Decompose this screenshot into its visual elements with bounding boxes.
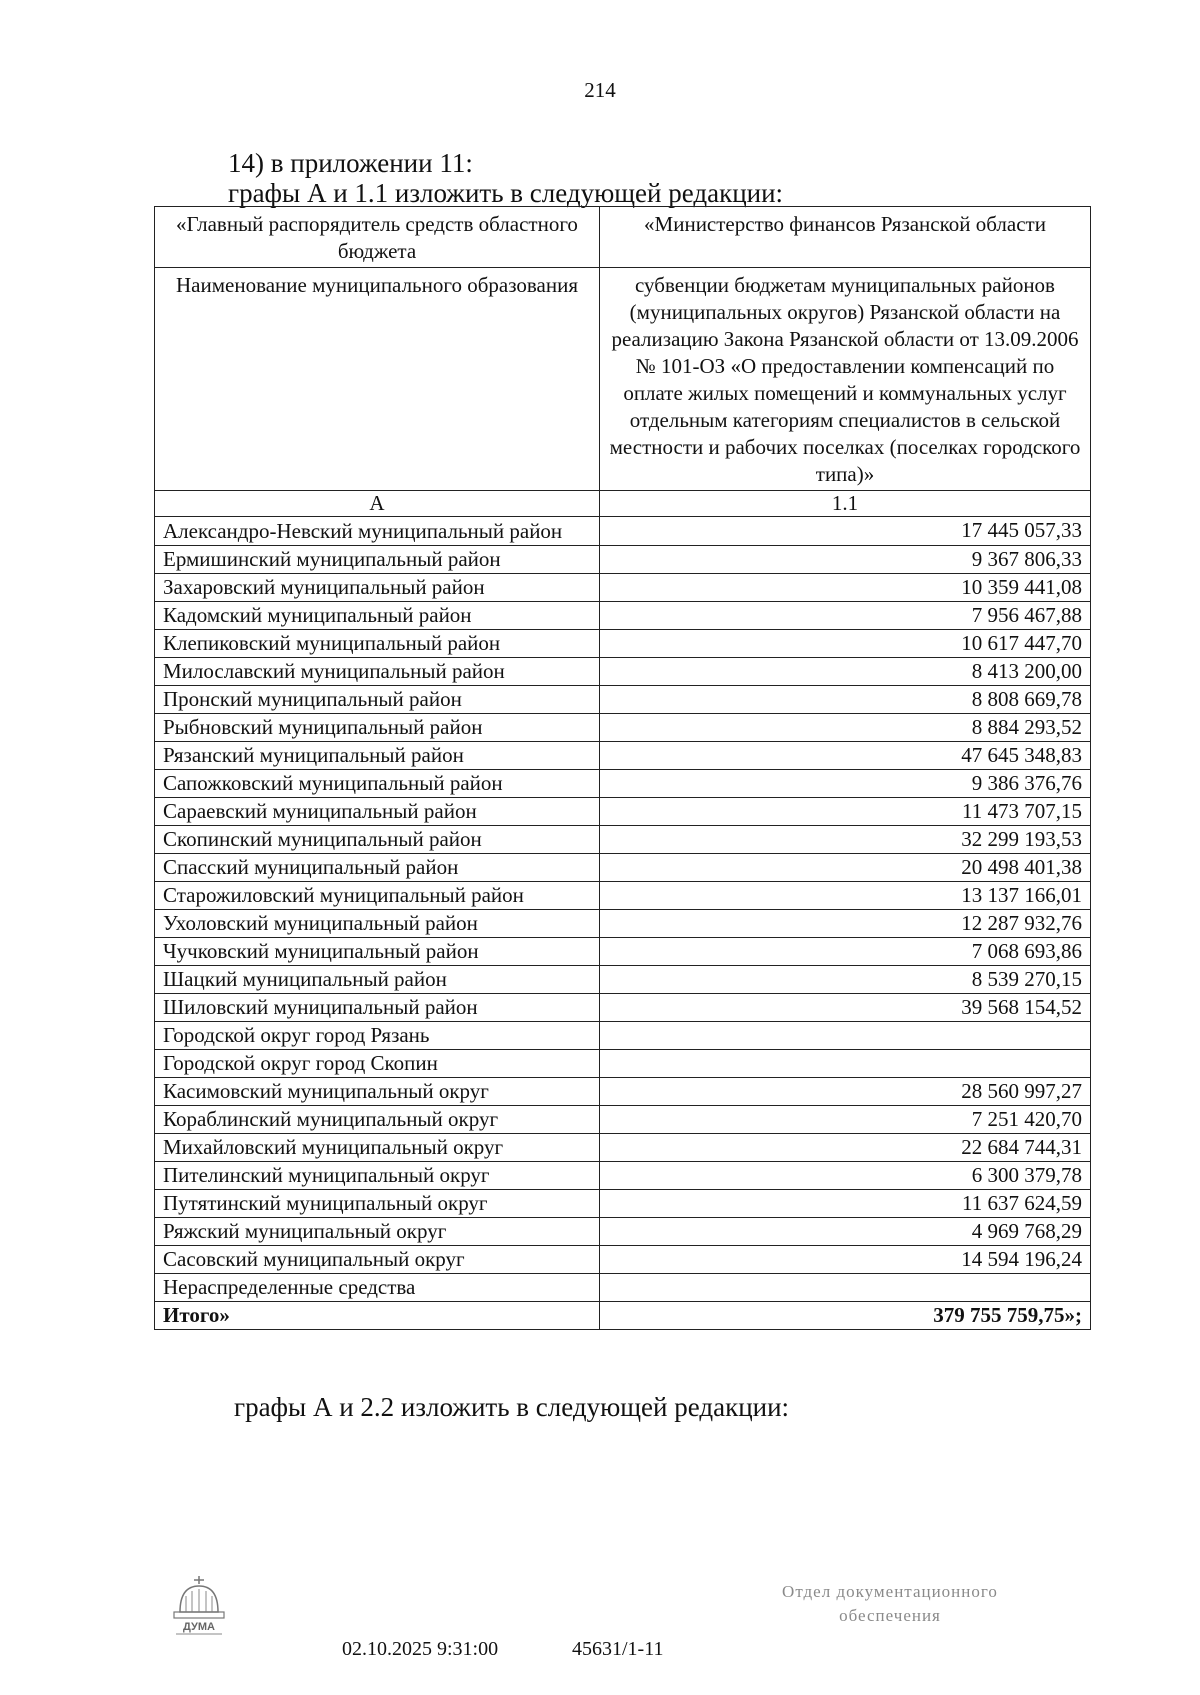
subvention-amount: 4 969 768,29 <box>600 1218 1091 1246</box>
subvention-amount: 11 637 624,59 <box>600 1190 1091 1218</box>
table-row <box>155 574 1091 602</box>
subvention-table <box>154 206 1091 1330</box>
column-letter-row <box>155 491 1091 517</box>
municipality-name: Путятинский муниципальный округ <box>155 1190 600 1218</box>
subvention-amount: 32 299 193,53 <box>600 826 1091 854</box>
municipality-name: Старожиловский муниципальный район <box>155 882 600 910</box>
column-letter-a: А <box>155 491 600 517</box>
column-letter-b: 1.1 <box>600 491 1091 517</box>
subvention-amount: 39 568 154,52 <box>600 994 1091 1022</box>
table-row <box>155 1106 1091 1134</box>
subvention-amount: 8 808 669,78 <box>600 686 1091 714</box>
municipality-name: Городской округ город Скопин <box>155 1050 600 1078</box>
table-row <box>155 630 1091 658</box>
table-row <box>155 994 1091 1022</box>
next-amendment-instruction: графы А и 2.2 изложить в следующей редакции: <box>234 1392 790 1422</box>
subvention-amount: 12 287 932,76 <box>600 910 1091 938</box>
municipality-name: Сараевский муниципальный район <box>155 798 600 826</box>
subvention-amount: 47 645 348,83 <box>600 742 1091 770</box>
table-row <box>155 714 1091 742</box>
municipality-name: Спасский муниципальный район <box>155 854 600 882</box>
municipality-name: Ермишинский муниципальный район <box>155 546 600 574</box>
municipality-name: Рязанский муниципальный район <box>155 742 600 770</box>
subvention-amount <box>600 1050 1091 1078</box>
subvention-amount: 11 473 707,15 <box>600 798 1091 826</box>
header-administrator-label: «Главный распорядитель средств областного бюджета <box>155 207 600 268</box>
subvention-amount: 7 251 420,70 <box>600 1106 1091 1134</box>
subvention-amount: 7 068 693,86 <box>600 938 1091 966</box>
amendment-item-title: 14) в приложении 11: <box>228 148 473 178</box>
header-row-administrator <box>155 207 1091 268</box>
table-row <box>155 686 1091 714</box>
registration-date: 02.10.2025 9:31:00 <box>342 1638 499 1660</box>
table-row <box>155 658 1091 686</box>
subvention-amount: 22 684 744,31 <box>600 1134 1091 1162</box>
registration-number: 45631/1-11 <box>572 1638 664 1660</box>
total-label: Итого» <box>155 1302 600 1330</box>
municipality-name: Кораблинский муниципальный округ <box>155 1106 600 1134</box>
municipality-name: Касимовский муниципальный округ <box>155 1078 600 1106</box>
stamp-line-1: Отдел документационного <box>782 1582 998 1601</box>
municipality-name: Шацкий муниципальный район <box>155 966 600 994</box>
municipality-name: Рыбновский муниципальный район <box>155 714 600 742</box>
municipality-name: Ухоловский муниципальный район <box>155 910 600 938</box>
header-row-purpose <box>155 268 1091 491</box>
table-row <box>155 882 1091 910</box>
table-row <box>155 1162 1091 1190</box>
municipality-name: Захаровский муниципальный район <box>155 574 600 602</box>
municipality-name: Пронский муниципальный район <box>155 686 600 714</box>
subvention-amount: 13 137 166,01 <box>600 882 1091 910</box>
table-row <box>155 1218 1091 1246</box>
table-row <box>155 770 1091 798</box>
municipality-name: Городской округ город Рязань <box>155 1022 600 1050</box>
subvention-amount: 10 617 447,70 <box>600 630 1091 658</box>
table-row <box>155 966 1091 994</box>
municipality-name: Александро-Невский муниципальный район <box>155 517 600 546</box>
municipality-name: Скопинский муниципальный район <box>155 826 600 854</box>
header-subvention-purpose: субвенции бюджетам муниципальных районов (муниципальных округов) Рязанской области на реализацию Закона Рязанской области от 13.09.2006 № 101-ОЗ «О предоставлении компенсаций по оплате жилых помещений и коммунальных услуг отдельным категориям специалистов в сельской местности и рабочих поселках (поселках городского типа)» <box>600 268 1091 491</box>
municipality-name: Чучковский муниципальный район <box>155 938 600 966</box>
subvention-amount: 8 884 293,52 <box>600 714 1091 742</box>
table-row <box>155 1022 1091 1050</box>
municipality-name: Шиловский муниципальный район <box>155 994 600 1022</box>
subvention-amount: 17 445 057,33 <box>600 517 1091 546</box>
subvention-amount: 8 539 270,15 <box>600 966 1091 994</box>
subvention-amount: 20 498 401,38 <box>600 854 1091 882</box>
subvention-amount: 8 413 200,00 <box>600 658 1091 686</box>
table-row <box>155 1246 1091 1274</box>
table-row <box>155 1078 1091 1106</box>
subvention-amount: 9 386 376,76 <box>600 770 1091 798</box>
table-row <box>155 546 1091 574</box>
table-row <box>155 1050 1091 1078</box>
municipality-name: Кадомский муниципальный район <box>155 602 600 630</box>
municipality-name: Нераспределенные средства <box>155 1274 600 1302</box>
subvention-amount: 7 956 467,88 <box>600 602 1091 630</box>
municipality-name: Сасовский муниципальный округ <box>155 1246 600 1274</box>
header-municipality-label: Наименование муниципального образования <box>155 268 600 491</box>
total-amount: 379 755 759,75»; <box>600 1302 1091 1330</box>
subvention-amount <box>600 1022 1091 1050</box>
municipality-name: Михайловский муниципальный округ <box>155 1134 600 1162</box>
table-row <box>155 1134 1091 1162</box>
table-row <box>155 1190 1091 1218</box>
stamp-line-2: обеспечения <box>839 1606 941 1625</box>
table-row <box>155 1274 1091 1302</box>
table-row <box>155 602 1091 630</box>
subvention-amount <box>600 1274 1091 1302</box>
municipality-name: Сапожковский муниципальный район <box>155 770 600 798</box>
logo-text: ДУМА <box>183 1621 215 1633</box>
municipality-name: Ряжский муниципальный округ <box>155 1218 600 1246</box>
department-stamp <box>740 1580 1040 1628</box>
table-row <box>155 742 1091 770</box>
table-row <box>155 910 1091 938</box>
table-row <box>155 826 1091 854</box>
municipality-name: Милославский муниципальный район <box>155 658 600 686</box>
duma-logo <box>170 1572 228 1640</box>
table-row <box>155 938 1091 966</box>
municipality-name: Пителинский муниципальный округ <box>155 1162 600 1190</box>
table-row <box>155 854 1091 882</box>
page-number: 214 <box>584 78 616 102</box>
subvention-amount: 14 594 196,24 <box>600 1246 1091 1274</box>
header-ministry-label: «Министерство финансов Рязанской области <box>600 207 1091 268</box>
amendment-instruction: графы А и 1.1 изложить в следующей редакции: <box>228 178 784 208</box>
municipality-name: Клепиковский муниципальный район <box>155 630 600 658</box>
subvention-amount: 28 560 997,27 <box>600 1078 1091 1106</box>
table-row <box>155 798 1091 826</box>
subvention-amount: 6 300 379,78 <box>600 1162 1091 1190</box>
subvention-amount: 10 359 441,08 <box>600 574 1091 602</box>
table-row <box>155 517 1091 546</box>
total-row <box>155 1302 1091 1330</box>
subvention-amount: 9 367 806,33 <box>600 546 1091 574</box>
